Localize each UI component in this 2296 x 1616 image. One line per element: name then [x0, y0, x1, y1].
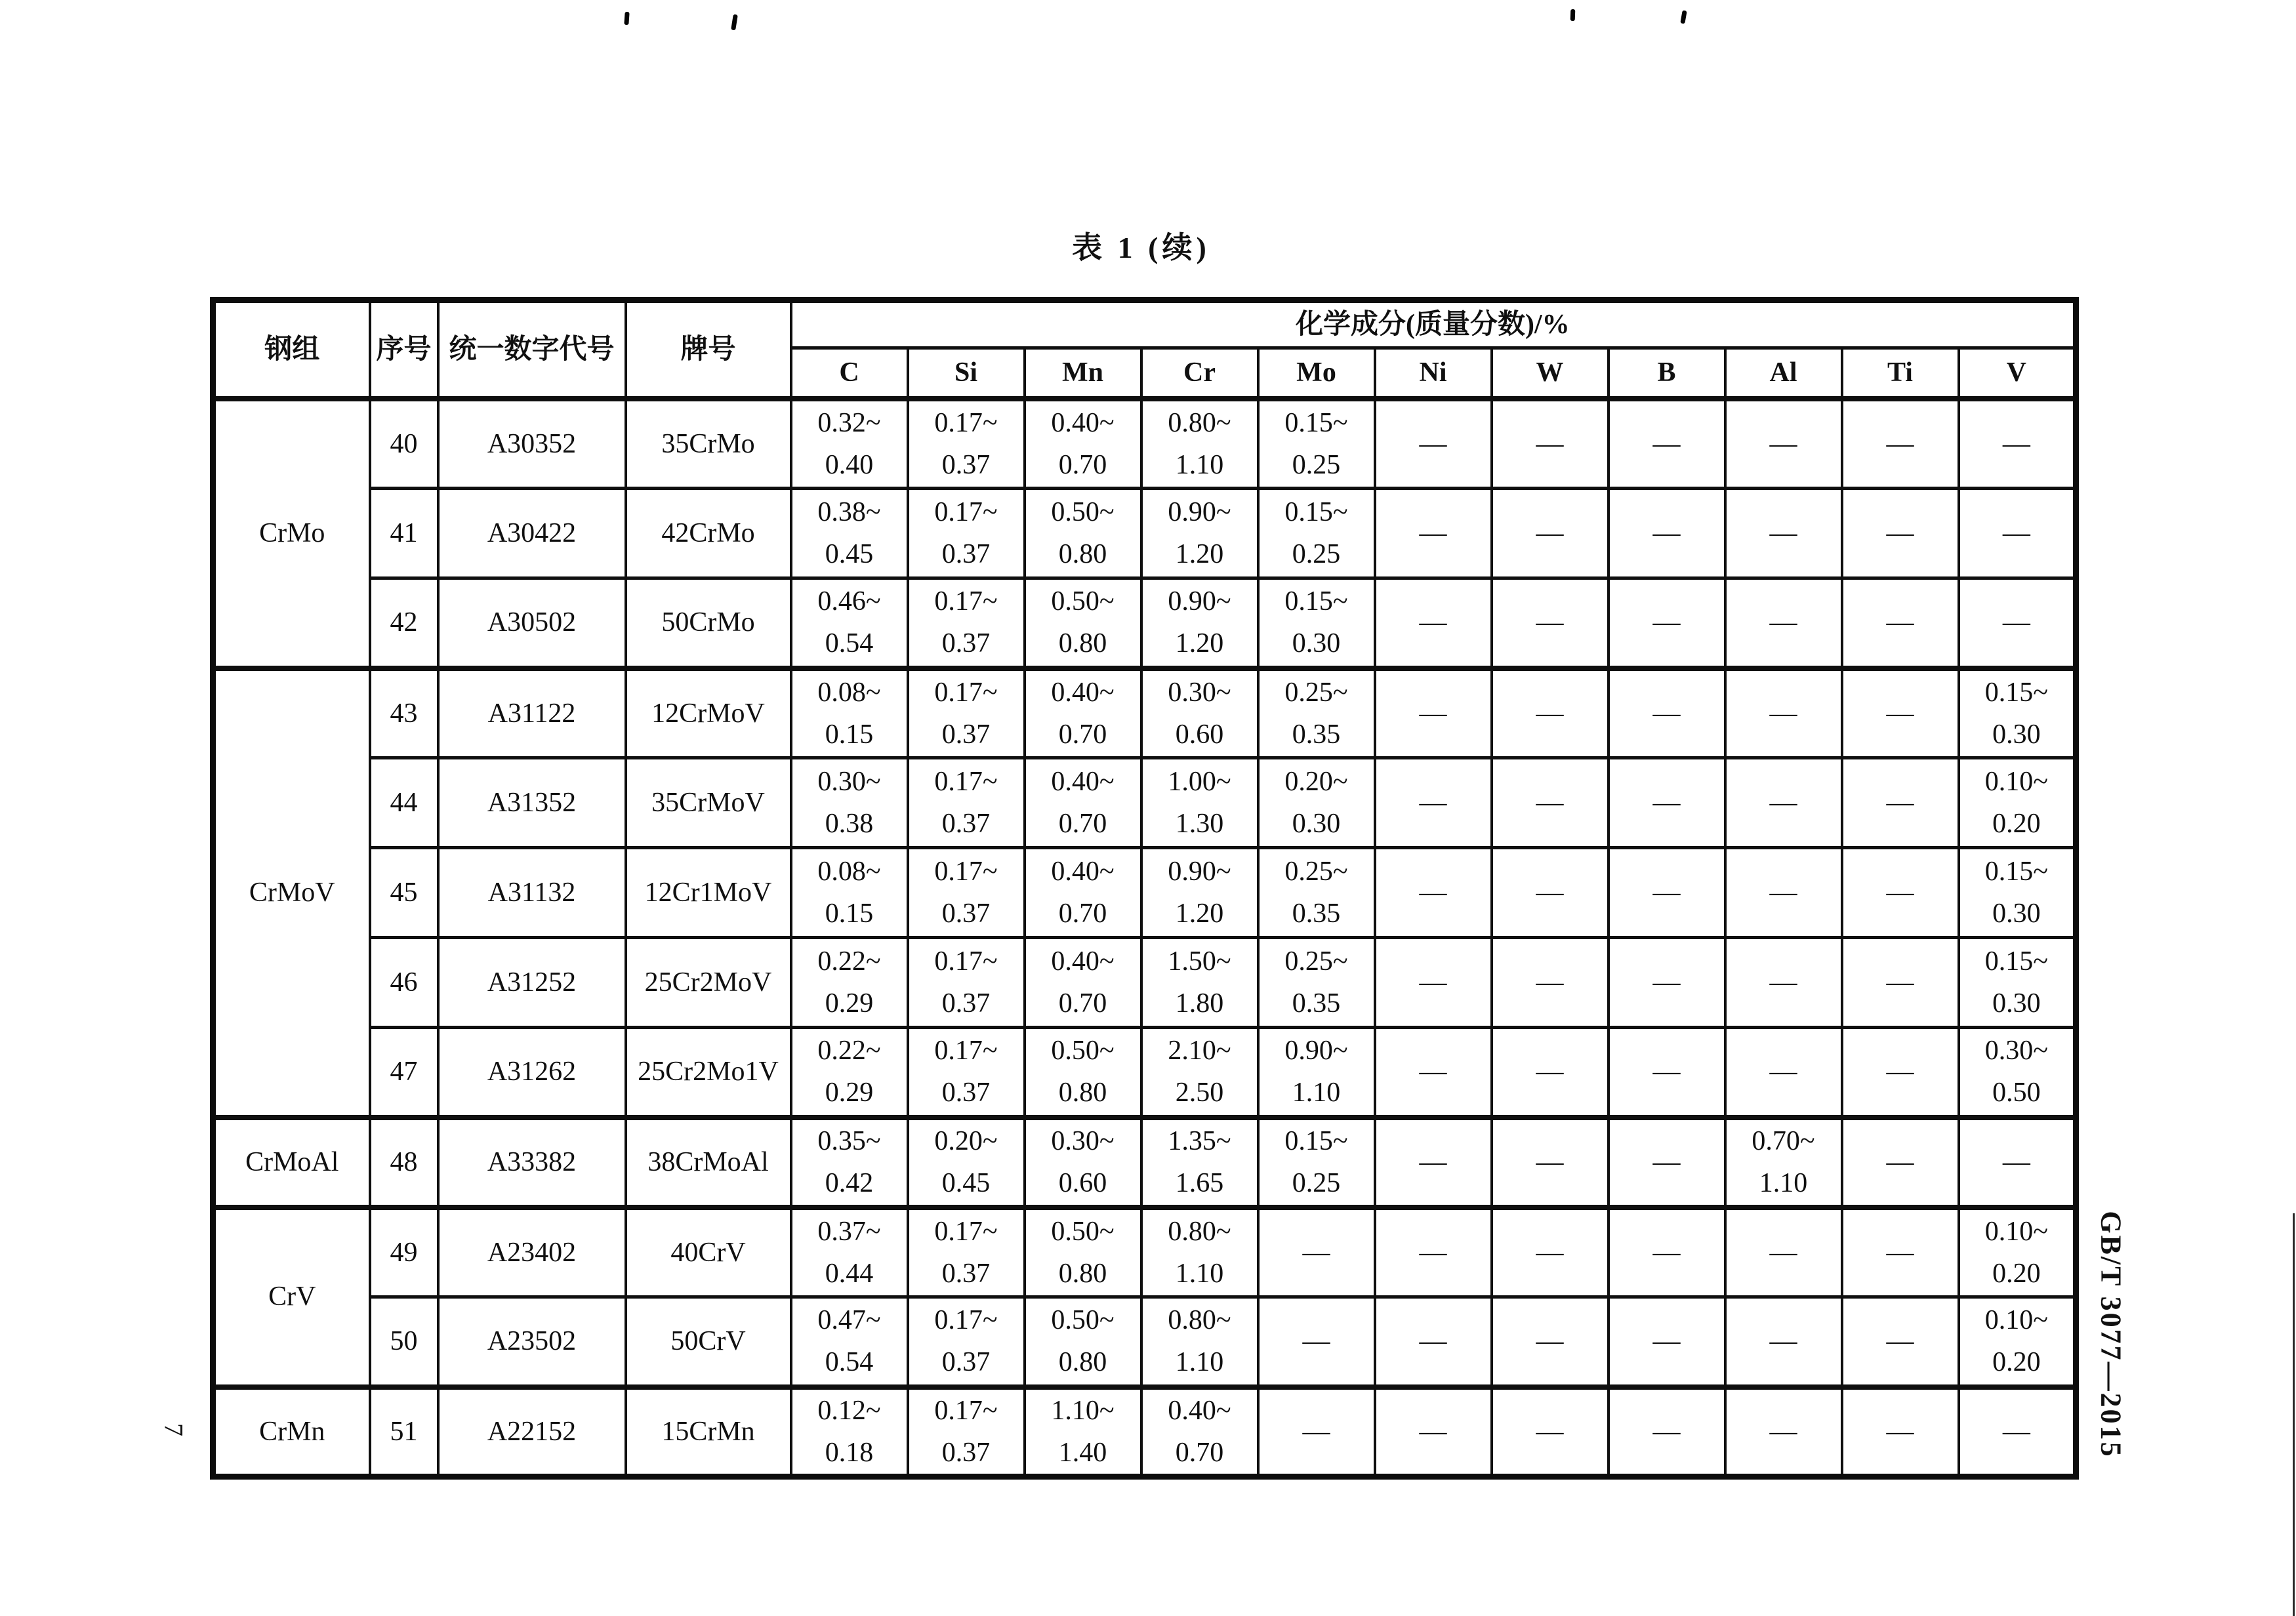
grade-cell: 50CrMo: [626, 578, 791, 668]
table-row: [213, 938, 2076, 1028]
grade-cell: 25Cr2Mo1V: [626, 1028, 791, 1118]
dash-cell: —: [1842, 1297, 1959, 1387]
serial-cell: 47: [370, 1028, 438, 1118]
dash-cell: —: [1492, 399, 1609, 489]
unified-code-cell: A31262: [438, 1028, 626, 1118]
value-cell: 0.17~ 0.37: [908, 668, 1025, 758]
dash-cell: —: [1725, 1207, 1842, 1297]
value-cell: 0.10~ 0.20: [1959, 758, 2076, 848]
dash-cell: —: [1842, 1028, 1959, 1118]
dash-cell: —: [1725, 1297, 1842, 1387]
unified-code-cell: A33382: [438, 1118, 626, 1207]
dash-cell: —: [1375, 399, 1492, 489]
value-cell: 0.15~ 0.25: [1258, 399, 1375, 489]
value-cell: 0.17~ 0.37: [908, 1207, 1025, 1297]
value-cell: 0.25~ 0.35: [1258, 938, 1375, 1028]
scan-speck: [1570, 9, 1576, 21]
dash-cell: —: [1609, 489, 1725, 578]
dash-cell: —: [1375, 1207, 1492, 1297]
value-cell: 0.40~ 0.70: [1141, 1387, 1258, 1477]
value-cell: 0.10~ 0.20: [1959, 1207, 2076, 1297]
serial-cell: 46: [370, 938, 438, 1028]
dash-cell: —: [1492, 1118, 1609, 1207]
header-element: B: [1609, 348, 1725, 399]
value-cell: 0.70~ 1.10: [1725, 1118, 1842, 1207]
serial-cell: 48: [370, 1118, 438, 1207]
value-cell: 0.37~ 0.44: [791, 1207, 908, 1297]
value-cell: 0.90~ 1.20: [1141, 578, 1258, 668]
value-cell: 1.10~ 1.40: [1025, 1387, 1141, 1477]
value-cell: 0.35~ 0.42: [791, 1118, 908, 1207]
grade-cell: 40CrV: [626, 1207, 791, 1297]
header-element: Si: [908, 348, 1025, 399]
serial-cell: 44: [370, 758, 438, 848]
value-cell: 0.20~ 0.45: [908, 1118, 1025, 1207]
steel-group-cell: CrV: [213, 1207, 370, 1387]
scan-speck: [1680, 10, 1687, 24]
value-cell: 0.15~ 0.30: [1959, 668, 2076, 758]
serial-cell: 50: [370, 1297, 438, 1387]
dash-cell: —: [1609, 1207, 1725, 1297]
steel-group-cell: CrMo: [213, 399, 370, 668]
table-row: [213, 668, 2076, 758]
unified-code-cell: A30422: [438, 489, 626, 578]
serial-cell: 49: [370, 1207, 438, 1297]
value-cell: 0.17~ 0.37: [908, 848, 1025, 938]
value-cell: 0.50~ 0.80: [1025, 1207, 1141, 1297]
dash-cell: —: [1959, 1387, 2076, 1477]
serial-cell: 51: [370, 1387, 438, 1477]
dash-cell: —: [1609, 758, 1725, 848]
value-cell: 0.17~ 0.37: [908, 938, 1025, 1028]
unified-code-cell: A23502: [438, 1297, 626, 1387]
header-element: Cr: [1141, 348, 1258, 399]
unified-code-cell: A23402: [438, 1207, 626, 1297]
dash-cell: —: [1375, 848, 1492, 938]
dash-cell: —: [1725, 758, 1842, 848]
value-cell: 0.46~ 0.54: [791, 578, 908, 668]
grade-cell: 35CrMoV: [626, 758, 791, 848]
dash-cell: —: [1725, 938, 1842, 1028]
dash-cell: —: [1375, 1387, 1492, 1477]
dash-cell: —: [1258, 1387, 1375, 1477]
grade-cell: 12Cr1MoV: [626, 848, 791, 938]
dash-cell: —: [1725, 1387, 1842, 1477]
standard-code-label: GB/T 3077—2015: [2095, 1211, 2127, 1459]
value-cell: 0.15~ 0.30: [1959, 938, 2076, 1028]
dash-cell: —: [1375, 938, 1492, 1028]
header-element: Mn: [1025, 348, 1141, 399]
dash-cell: —: [1492, 758, 1609, 848]
unified-code-cell: A31352: [438, 758, 626, 848]
value-cell: 0.22~ 0.29: [791, 1028, 908, 1118]
dash-cell: —: [1492, 489, 1609, 578]
dash-cell: —: [1725, 578, 1842, 668]
value-cell: 0.38~ 0.45: [791, 489, 908, 578]
steel-group-cell: CrMn: [213, 1387, 370, 1477]
dash-cell: —: [1375, 758, 1492, 848]
scan-speck: [731, 14, 738, 31]
header-element: W: [1492, 348, 1609, 399]
value-cell: 0.40~ 0.70: [1025, 668, 1141, 758]
header-serial: 序号: [370, 300, 438, 399]
dash-cell: —: [1609, 938, 1725, 1028]
dash-cell: —: [1492, 1387, 1609, 1477]
dash-cell: —: [1375, 1028, 1492, 1118]
value-cell: 0.17~ 0.37: [908, 1297, 1025, 1387]
dash-cell: —: [1842, 938, 1959, 1028]
header-element: Al: [1725, 348, 1842, 399]
value-cell: 0.47~ 0.54: [791, 1297, 908, 1387]
header-unified-code: 统一数字代号: [438, 300, 626, 399]
value-cell: 0.17~ 0.37: [908, 1028, 1025, 1118]
table-title: 表 1 (续): [1072, 231, 1210, 264]
table-row: [213, 1297, 2076, 1387]
dash-cell: —: [1609, 668, 1725, 758]
header-steel-group: 钢组: [213, 300, 370, 399]
unified-code-cell: A30502: [438, 578, 626, 668]
dash-cell: —: [1375, 1118, 1492, 1207]
dash-cell: —: [1725, 1028, 1842, 1118]
value-cell: 1.00~ 1.30: [1141, 758, 1258, 848]
dash-cell: —: [1842, 399, 1959, 489]
page-number: 7: [159, 1423, 189, 1436]
value-cell: 0.50~ 0.80: [1025, 578, 1141, 668]
dash-cell: —: [1375, 1297, 1492, 1387]
dash-cell: —: [1492, 848, 1609, 938]
table-row: [213, 1207, 2076, 1297]
dash-cell: —: [1492, 1028, 1609, 1118]
grade-cell: 12CrMoV: [626, 668, 791, 758]
value-cell: 0.40~ 0.70: [1025, 399, 1141, 489]
table-row: [213, 399, 2076, 489]
serial-cell: 43: [370, 668, 438, 758]
value-cell: 0.50~ 0.80: [1025, 489, 1141, 578]
scan-edge-artifact: [2293, 1213, 2295, 1616]
unified-code-cell: A31122: [438, 668, 626, 758]
unified-code-cell: A30352: [438, 399, 626, 489]
table-row: [213, 489, 2076, 578]
value-cell: 0.17~ 0.37: [908, 1387, 1025, 1477]
header-element: C: [791, 348, 908, 399]
dash-cell: —: [1725, 848, 1842, 938]
value-cell: 0.15~ 0.30: [1258, 578, 1375, 668]
dash-cell: —: [1842, 1387, 1959, 1477]
dash-cell: —: [1609, 1118, 1725, 1207]
dash-cell: —: [1842, 1118, 1959, 1207]
serial-cell: 41: [370, 489, 438, 578]
value-cell: 0.17~ 0.37: [908, 758, 1025, 848]
grade-cell: 38CrMoAl: [626, 1118, 791, 1207]
header-row-main: [213, 300, 2076, 348]
value-cell: 0.30~ 0.50: [1959, 1028, 2076, 1118]
dash-cell: —: [1959, 578, 2076, 668]
value-cell: 0.90~ 1.20: [1141, 489, 1258, 578]
value-cell: 0.22~ 0.29: [791, 938, 908, 1028]
dash-cell: —: [1375, 668, 1492, 758]
value-cell: 0.80~ 1.10: [1141, 399, 1258, 489]
value-cell: 0.25~ 0.35: [1258, 848, 1375, 938]
steel-group-cell: CrMoV: [213, 668, 370, 1118]
dash-cell: —: [1842, 668, 1959, 758]
dash-cell: —: [1959, 489, 2076, 578]
dash-cell: —: [1842, 848, 1959, 938]
value-cell: 0.30~ 0.38: [791, 758, 908, 848]
grade-cell: 50CrV: [626, 1297, 791, 1387]
dash-cell: —: [1842, 758, 1959, 848]
dash-cell: —: [1609, 1387, 1725, 1477]
grade-cell: 42CrMo: [626, 489, 791, 578]
dash-cell: —: [1609, 578, 1725, 668]
header-composition: 化学成分(质量分数)/%: [791, 300, 2076, 348]
dash-cell: —: [1609, 1028, 1725, 1118]
dash-cell: —: [1492, 1207, 1609, 1297]
unified-code-cell: A22152: [438, 1387, 626, 1477]
header-grade: 牌号: [626, 300, 791, 399]
dash-cell: —: [1258, 1207, 1375, 1297]
steel-group-cell: CrMoAl: [213, 1118, 370, 1207]
value-cell: 0.80~ 1.10: [1141, 1297, 1258, 1387]
table-row: [213, 1118, 2076, 1207]
value-cell: 0.50~ 0.80: [1025, 1028, 1141, 1118]
value-cell: 0.12~ 0.18: [791, 1387, 908, 1477]
unified-code-cell: A31132: [438, 848, 626, 938]
value-cell: 0.15~ 0.25: [1258, 1118, 1375, 1207]
header-element: Ti: [1842, 348, 1959, 399]
value-cell: 0.25~ 0.35: [1258, 668, 1375, 758]
value-cell: 0.20~ 0.30: [1258, 758, 1375, 848]
scan-speck: [624, 12, 629, 25]
serial-cell: 40: [370, 399, 438, 489]
value-cell: 0.15~ 0.25: [1258, 489, 1375, 578]
dash-cell: —: [1492, 668, 1609, 758]
serial-cell: 42: [370, 578, 438, 668]
header-element: Mo: [1258, 348, 1375, 399]
value-cell: 0.15~ 0.30: [1959, 848, 2076, 938]
dash-cell: —: [1375, 489, 1492, 578]
dash-cell: —: [1492, 938, 1609, 1028]
header-element: Ni: [1375, 348, 1492, 399]
dash-cell: —: [1725, 489, 1842, 578]
table-row: [213, 1028, 2076, 1118]
value-cell: 0.08~ 0.15: [791, 848, 908, 938]
value-cell: 0.10~ 0.20: [1959, 1297, 2076, 1387]
dash-cell: —: [1609, 399, 1725, 489]
dash-cell: —: [1725, 399, 1842, 489]
dash-cell: —: [1842, 1207, 1959, 1297]
dash-cell: —: [1959, 399, 2076, 489]
value-cell: 0.30~ 0.60: [1025, 1118, 1141, 1207]
unified-code-cell: A31252: [438, 938, 626, 1028]
chemical-composition-table: [210, 297, 2079, 1480]
dash-cell: —: [1492, 1297, 1609, 1387]
dash-cell: —: [1258, 1297, 1375, 1387]
serial-cell: 45: [370, 848, 438, 938]
value-cell: 0.90~ 1.20: [1141, 848, 1258, 938]
dash-cell: —: [1725, 668, 1842, 758]
table-row: [213, 578, 2076, 668]
table-row: [213, 758, 2076, 848]
table-row: [213, 1387, 2076, 1477]
value-cell: 0.90~ 1.10: [1258, 1028, 1375, 1118]
grade-cell: 35CrMo: [626, 399, 791, 489]
value-cell: 0.40~ 0.70: [1025, 848, 1141, 938]
value-cell: 1.50~ 1.80: [1141, 938, 1258, 1028]
value-cell: 0.50~ 0.80: [1025, 1297, 1141, 1387]
dash-cell: —: [1492, 578, 1609, 668]
dash-cell: —: [1609, 1297, 1725, 1387]
value-cell: 0.17~ 0.37: [908, 489, 1025, 578]
value-cell: 0.30~ 0.60: [1141, 668, 1258, 758]
table-row: [213, 848, 2076, 938]
value-cell: 2.10~ 2.50: [1141, 1028, 1258, 1118]
dash-cell: —: [1842, 578, 1959, 668]
grade-cell: 25Cr2MoV: [626, 938, 791, 1028]
dash-cell: —: [1375, 578, 1492, 668]
dash-cell: —: [1609, 848, 1725, 938]
value-cell: 0.17~ 0.37: [908, 578, 1025, 668]
value-cell: 0.32~ 0.40: [791, 399, 908, 489]
value-cell: 0.08~ 0.15: [791, 668, 908, 758]
value-cell: 0.40~ 0.70: [1025, 758, 1141, 848]
dash-cell: —: [1842, 489, 1959, 578]
value-cell: 0.40~ 0.70: [1025, 938, 1141, 1028]
value-cell: 0.80~ 1.10: [1141, 1207, 1258, 1297]
header-element: V: [1959, 348, 2076, 399]
value-cell: 1.35~ 1.65: [1141, 1118, 1258, 1207]
grade-cell: 15CrMn: [626, 1387, 791, 1477]
value-cell: 0.17~ 0.37: [908, 399, 1025, 489]
dash-cell: —: [1959, 1118, 2076, 1207]
